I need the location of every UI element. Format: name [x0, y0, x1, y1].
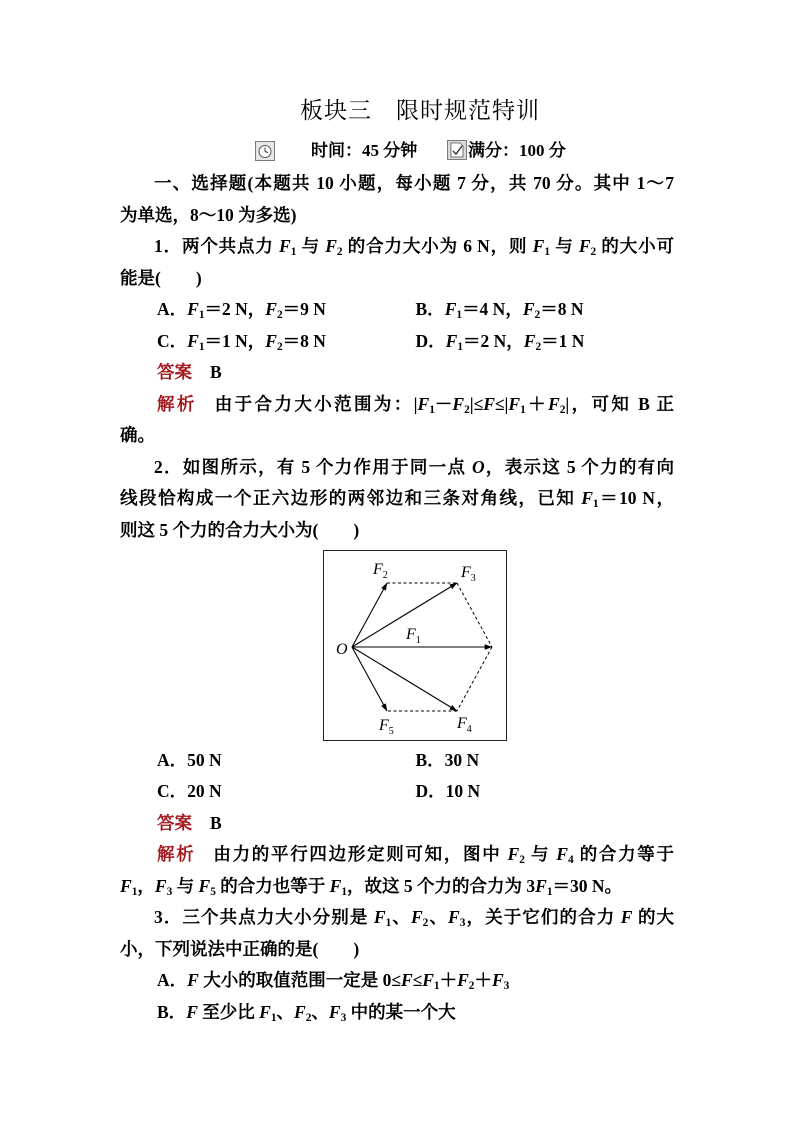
- variable: F: [259, 1001, 271, 1022]
- analysis-text: [215, 394, 674, 414]
- force-index: 2: [382, 569, 388, 581]
- variable: F: [422, 970, 434, 990]
- subscript: 1: [198, 340, 205, 353]
- force-index: 3: [470, 572, 476, 584]
- text-run: 由力的平行四边形定则可知，图中: [213, 844, 508, 864]
- subscript: 1: [456, 309, 463, 322]
- analysis-text: [213, 844, 675, 867]
- variable: F: [417, 393, 430, 414]
- text-run: 与: [550, 236, 579, 256]
- question-2-stem-line-1: [120, 452, 674, 484]
- force-label-f2: [372, 561, 388, 581]
- subscript: 1: [270, 1011, 277, 1024]
- variable: F: [556, 844, 568, 864]
- full-score: 满分：100 分: [468, 141, 566, 160]
- variable: F: [523, 330, 536, 351]
- text-run: ＋: [439, 970, 458, 990]
- q1-option-c: [157, 326, 416, 358]
- force-label-f5: [378, 717, 394, 737]
- question-2-options-row-2: [120, 776, 674, 808]
- variable: F: [265, 330, 277, 351]
- force-label-f4: [456, 715, 472, 735]
- subscript: 1: [198, 309, 205, 322]
- variable: F: [445, 330, 458, 351]
- question-1-analysis-line-2: 确。: [120, 425, 155, 445]
- answer-value: B: [210, 812, 222, 833]
- text-run: ＝8 N: [282, 330, 326, 351]
- subscript: 2: [276, 309, 283, 322]
- text-run: 2．如图所示，有 5 个力作用于同一点: [154, 456, 472, 477]
- q1-option-b: [416, 294, 675, 326]
- force-symbol: F: [457, 714, 467, 732]
- variable: F: [187, 330, 199, 351]
- variable: F: [328, 1001, 341, 1022]
- text-run: 中的某一个大: [346, 1001, 456, 1022]
- subscript: 1: [429, 403, 435, 416]
- subscript: 2: [590, 246, 597, 259]
- page-title: 板块三 限时规范特训: [300, 98, 540, 123]
- force-symbol: F: [406, 625, 416, 643]
- clock-icon: [255, 141, 275, 161]
- q2-option-d: D．10 N: [415, 781, 481, 801]
- text-run: 大小的取值范围一定是 0≤: [198, 970, 401, 990]
- question-1-stem-line-2: 能是( ): [120, 267, 202, 288]
- variable: F: [294, 1001, 306, 1022]
- variable: F: [452, 393, 465, 414]
- force-index: 4: [466, 723, 472, 735]
- question-2-analysis-line-1: [120, 839, 674, 871]
- text-run: ≤: [412, 970, 423, 990]
- variable: F: [279, 236, 291, 256]
- hexagon-edge-lower-right: [457, 647, 492, 711]
- text-run: ＋: [525, 393, 549, 414]
- subscript: 2: [336, 246, 343, 259]
- subscript: 2: [535, 340, 542, 353]
- question-2-options-row-1: [120, 745, 674, 777]
- variable: F: [187, 299, 199, 319]
- subscript: 2: [559, 403, 566, 416]
- answer-value: B: [210, 362, 222, 382]
- question-3-stem-line-2: 小，下列说法中正确的是( ): [120, 938, 360, 959]
- subscript: 3: [503, 980, 510, 993]
- text-run: 1．两个共点力: [154, 236, 279, 256]
- force-arrow-f5: [352, 647, 387, 711]
- subscript: 1: [385, 917, 392, 930]
- q2-option-c: C．20 N: [157, 781, 222, 801]
- variable: F: [187, 970, 199, 990]
- text-run: ＝30 N。: [552, 875, 623, 896]
- text-run: ＋: [474, 970, 492, 990]
- point-o-label: O: [336, 640, 348, 658]
- text-run: 线段恰构成一个正六边形的两邻边和三条对角线，已知: [120, 488, 582, 508]
- analysis-label: 解析: [157, 393, 197, 414]
- text-run: ＝8 N: [540, 299, 584, 319]
- text-run: 、: [391, 907, 411, 927]
- variable: F: [410, 907, 423, 927]
- section-instructions-line-2: 为单选，8～10 为多选): [120, 204, 297, 225]
- subscript: 1: [592, 498, 599, 511]
- force-arrow-f2: [352, 583, 387, 647]
- text-run: 、: [428, 907, 449, 927]
- subscript: 3: [340, 1011, 347, 1024]
- text-run: B．: [157, 1001, 187, 1022]
- text-run: ，: [137, 875, 155, 896]
- subscript: 2: [519, 854, 525, 867]
- subscript: 1: [433, 980, 440, 993]
- q2-option-a: A．50 N: [157, 749, 222, 770]
- hexagon-edge-upper-right: [457, 583, 492, 647]
- text-run: 的大小可: [596, 236, 675, 256]
- text-run: 至少比: [197, 1001, 260, 1022]
- variable: F: [535, 875, 547, 896]
- q1-option-d: [416, 326, 675, 358]
- force-label-f3: [460, 564, 476, 584]
- score-icon: [447, 140, 467, 160]
- question-2-analysis-line-2: [120, 871, 674, 903]
- subscript: 2: [422, 917, 429, 930]
- subscript: 2: [468, 980, 475, 993]
- answer-label: 答案: [157, 812, 192, 833]
- q1-option-a: [157, 294, 416, 326]
- question-3-stem-line-1: [120, 902, 674, 934]
- text-run: 的合力也等于: [215, 875, 330, 896]
- question-1-stem-line-1: [120, 231, 674, 263]
- force-index: 1: [415, 634, 421, 646]
- variable: O: [471, 456, 485, 477]
- question-2-answer-line: [120, 808, 674, 840]
- variable: F: [508, 393, 521, 414]
- text-run: C．: [157, 330, 188, 351]
- variable: F: [186, 1001, 198, 1022]
- q3-option-b: [120, 997, 674, 1029]
- text-run: |，可知 B 正: [565, 393, 675, 414]
- q3-option-a: [120, 965, 674, 997]
- text-run: ＝2 N，: [204, 299, 266, 319]
- force-symbol: F: [461, 563, 471, 581]
- subscript: 5: [210, 885, 216, 898]
- text-run: 与: [524, 844, 557, 864]
- text-run: ＝1 N: [541, 330, 585, 351]
- variable: F: [522, 299, 535, 319]
- text-run: 、: [276, 1001, 294, 1022]
- text-run: 与: [172, 875, 199, 896]
- subscript: 1: [290, 246, 297, 259]
- variable: F: [620, 907, 633, 927]
- subscript: 4: [567, 854, 574, 867]
- subscript: 1: [457, 340, 464, 353]
- force-diagram-svg: [324, 551, 506, 740]
- question-2-stem-line-2: [120, 483, 674, 515]
- hexagon-force-diagram: [323, 550, 507, 741]
- text-run: 3．三个共点力大小分别是: [154, 907, 374, 927]
- text-run: ＝1 N，: [204, 330, 266, 351]
- text-run: ＝10 N，: [598, 488, 675, 508]
- question-1-options-row-1: [120, 294, 674, 326]
- variable: F: [400, 970, 413, 990]
- text-run: －: [434, 393, 453, 414]
- content-column: [120, 168, 674, 1028]
- variable: F: [154, 875, 167, 896]
- variable: F: [120, 875, 132, 896]
- text-run: 由于合力大小范围为：|: [214, 393, 418, 414]
- text-run: 的大: [632, 907, 675, 927]
- subscript: 1: [520, 403, 526, 416]
- subscript: 1: [131, 885, 138, 898]
- text-run: B．: [415, 299, 445, 319]
- variable: F: [578, 236, 591, 256]
- force-arrow-f4: [352, 647, 457, 711]
- subscript: 2: [464, 403, 470, 416]
- text-run: ＝9 N: [282, 299, 326, 319]
- variable: F: [265, 299, 277, 319]
- text-run: 的合力大小为 6 N，则: [342, 236, 533, 256]
- text-run: ，关于它们的合力: [465, 907, 621, 927]
- force-label-f1: [405, 626, 421, 646]
- force-symbol: F: [373, 560, 383, 578]
- variable: F: [491, 970, 504, 990]
- text-run: ，表示这 5 个力的有向: [484, 456, 675, 477]
- text-run: A．: [157, 299, 188, 319]
- subscript: 1: [546, 885, 553, 898]
- question-1-options-row-2: [120, 326, 674, 358]
- variable: F: [548, 393, 560, 414]
- text-run: ＝4 N，: [462, 299, 523, 319]
- text-run: D．: [415, 330, 446, 351]
- q2-option-b: B．30 N: [415, 749, 480, 770]
- variable: F: [448, 907, 460, 927]
- answer-label: 答案: [157, 362, 192, 382]
- question-2-stem-line-3: 则这 5 个力的合力大小为( ): [120, 519, 360, 540]
- variable: F: [457, 970, 469, 990]
- question-1-analysis-line-1: [120, 389, 674, 421]
- text-run: A．: [157, 970, 188, 990]
- variable: F: [198, 875, 211, 896]
- text-run: 与: [296, 236, 326, 256]
- variable: F: [532, 236, 545, 256]
- variable: F: [325, 236, 337, 256]
- text-run: ＝2 N，: [463, 330, 524, 351]
- variable: F: [483, 393, 495, 414]
- question-1-answer-line: [120, 357, 674, 389]
- force-symbol: F: [379, 716, 389, 734]
- text-run: 、: [311, 1001, 329, 1022]
- subscript: 2: [305, 1011, 312, 1024]
- analysis-label: 解析: [157, 844, 196, 864]
- subscript: 3: [459, 917, 466, 930]
- subscript: 1: [341, 885, 347, 898]
- subscript: 1: [544, 246, 550, 259]
- variable: F: [329, 875, 342, 896]
- section-instructions-line-1: 一、选择题(本题共 10 小题，每小题 7 分，共 70 分。其中 1～7: [154, 173, 674, 193]
- force-arrow-f3: [352, 583, 457, 647]
- force-index: 5: [388, 725, 394, 737]
- text-run: |≤: [469, 393, 484, 414]
- variable: F: [373, 907, 386, 927]
- text-run: ，故这 5 个力的合力为 3: [347, 875, 536, 896]
- variable: F: [444, 299, 457, 319]
- text-run: ≤|: [494, 393, 509, 414]
- variable: F: [581, 488, 593, 508]
- text-run: 的合力等于: [573, 844, 675, 864]
- time-limit: 时间：45 分钟: [311, 141, 418, 160]
- subscript: 2: [534, 309, 541, 322]
- variable: F: [507, 844, 520, 864]
- subscript: 3: [166, 885, 173, 898]
- subscript: 2: [276, 340, 283, 353]
